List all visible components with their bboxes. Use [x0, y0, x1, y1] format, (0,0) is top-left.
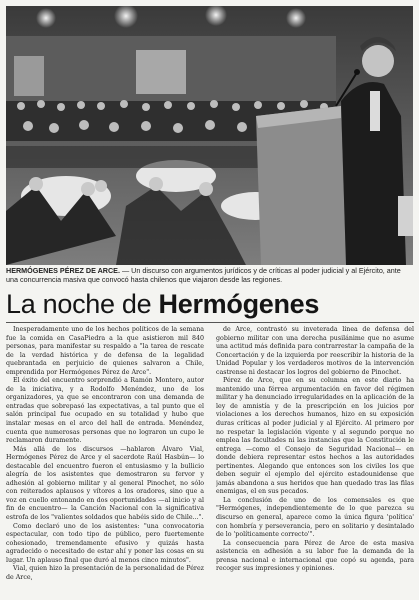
article-paragraph: El éxito del encuentro sorprendió a Ramón Montero, autor de la iniciativa, y a Rodolfo Menéndez, uno de los organizadores, ya que se encontraron con una demanda de entradas que sobrepasó las expectativas, a tal punto que el salón principal fue ocupado en su totalidad y hubo que instalar mesas en el arco del hall de entrada. Menéndez, cuenta que numerosas personas que no lograron un cupo le reclamaron duramente.	[6, 377, 204, 445]
caption-text: — Un discurso con argumentos jurídicos y de críticas al poder judicial y al Ejército, ante una concurrencia masiva que convocó hasta chilenos que viajaron desde las regiones.	[6, 266, 401, 284]
headline-divider	[6, 322, 414, 323]
article-paragraph: Pérez de Arce, que en su columna en este diario ha mantenido una férrea argumentación en favor del régimen militar y ha denunciado irregularidades en la aplicación de la ley de amnistía y de la prescripción en los juicios por violaciones a los derechos humanos, hizo en su exposición duras críticas al poder judicial y al Ejército. Al primero por no respetar la legislación vigente y al segundo porque no emplea las facultades ni las instancias que la Constitución le entrega —como el Consejo de Seguridad Nacional— en donde debiera representar estos hechos a las autoridades pertinentes. Alegando que entonces son los civiles los que deben seguir el ejemplo del ejército estadounidense que jamás abandona a sus heridos que han quedado tras las filas enemigas, el en sus pecados.	[216, 377, 414, 496]
headline-prefix: La noche de	[6, 289, 159, 319]
article-paragraph: Como declaró uno de los asistentes: "una convocatoria espectacular, con todo tipo de público, pero fuertemente cohesionado, tremendamente efusivo y quizás hasta agradecido o necesitado de estar ahí y poner las cosas en su lugar. Un aplauso final que duró al menos cinco minutos".	[6, 522, 204, 564]
article-paragraph: La consecuencia para Pérez de Arce de esta masiva asistencia en adhesión a su labor fue la demanda de la prensa nacional e internacional que copó su agenda, para recoger sus impresiones y opiniones.	[216, 539, 414, 573]
caption-name: HERMÓGENES PÉREZ DE ARCE.	[6, 266, 120, 275]
article-paragraph: La conclusión de uno de los comensales es que "Hermógenes, independientemente de lo que parezca su discurso en general, aparece como la única figura 'política' con hombría y perseverancia, pero en solitario y desintalado de lo 'políticamente correcto'".	[216, 496, 414, 539]
article-column-left	[6, 326, 204, 596]
article-paragraph: de Arce, contrastó su inveterada línea de defensa del gobierno militar con una derecha pusilánime que no asume una actitud más definida para contrarrestar la campaña de la Concertación y de la izquierda por reescribir la historia de la Unidad Popular y los verdaderos motivos de la intervención castrense ni destacar los logros del gobierno de Pinochet.	[216, 326, 414, 376]
article-paragraph: Inesperadamente uno de los hechos políticos de la semana fue la comida en CasaPiedra a la que asistieron mil 840 personas, para manifestar su respaldo a "la tarea de rescate de la verdad histórica y de defensa de la legalidad quebrantada en perjuicio de quienes salvaron a Chile, emprendida por Hermógenes Pérez de Arce".	[6, 326, 204, 376]
photo-caption	[6, 266, 414, 284]
article-paragraph: Más allá de los discursos —hablaron Álvaro Vial, Hermógenes Pérez de Arce y el sacerdote Raúl Hasbún— lo destacable del encuentro fueron el entusiasmo y la bullicio alegría de los asistentes que demostraron su fervor y adhesión al gobierno militar y al general Pinochet, no sólo con reiterados aplausos y vítores a los oradores, sino que a voz en cuello entonando en dos oportunidades —al inicio y al fin de encuentro— la Canción Nacional con la significativa estrofa de los "valientes soldados que habéis sido de Chile...".	[6, 445, 204, 522]
headline-name: Hermógenes	[158, 289, 320, 319]
article-column-right	[216, 326, 414, 596]
article-paragraph: Vial, quien hizo la presentación de la personalidad de Pérez de Arce,	[6, 565, 204, 581]
banquet-photo-icon	[6, 6, 413, 265]
article-headline	[6, 288, 414, 320]
event-photo	[6, 6, 413, 265]
